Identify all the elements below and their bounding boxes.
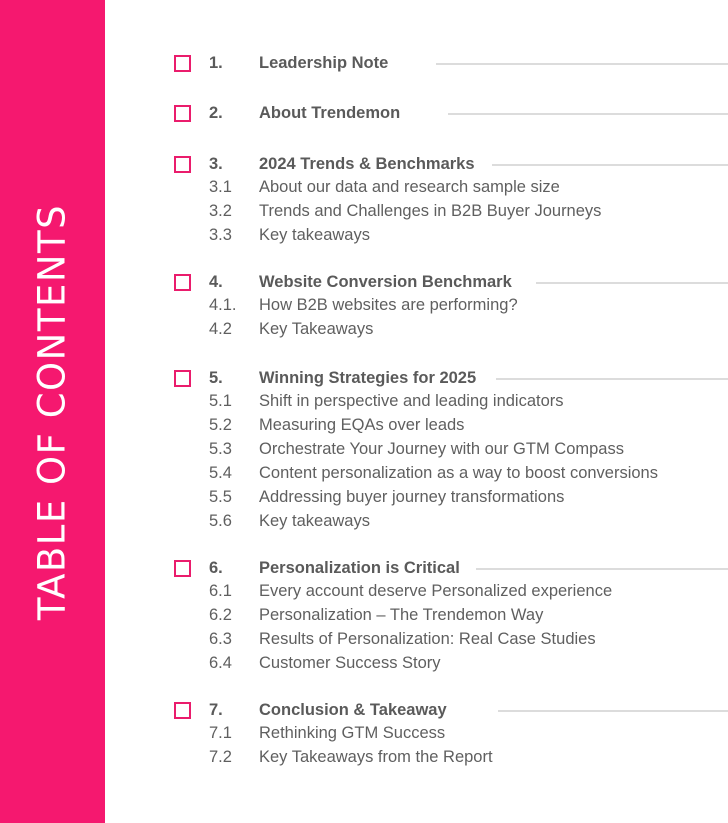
toc-section-heading[interactable] <box>0 52 728 76</box>
divider-line <box>496 378 728 380</box>
checkbox-square-icon[interactable] <box>174 370 191 387</box>
toc-subsection[interactable] <box>0 415 728 439</box>
toc-subsection[interactable] <box>0 605 728 629</box>
checkbox-square-icon[interactable] <box>174 105 191 122</box>
section-title[interactable]: Leadership Note <box>259 54 389 72</box>
section-number: 7. <box>209 701 223 719</box>
subsection-number: 5.3 <box>209 440 232 458</box>
toc-subsection[interactable] <box>0 653 728 677</box>
toc-section-5 <box>0 367 728 535</box>
section-number: 6. <box>209 559 223 577</box>
divider-line <box>448 113 728 115</box>
subsection-title[interactable]: Every account deserve Personalized experience <box>259 582 613 600</box>
toc-section-1 <box>0 52 728 76</box>
section-title[interactable]: Personalization is Critical <box>259 559 460 577</box>
subsection-title[interactable]: Shift in perspective and leading indicators <box>259 392 564 410</box>
toc-subsection[interactable] <box>0 511 728 535</box>
subsection-number: 7.1 <box>209 724 232 742</box>
subsection-title[interactable]: Customer Success Story <box>259 654 441 672</box>
subsection-number: 7.2 <box>209 748 232 766</box>
checkbox-square-icon[interactable] <box>174 156 191 173</box>
divider-line <box>436 63 728 65</box>
subsection-title[interactable]: Key Takeaways <box>259 320 374 338</box>
divider-line <box>498 710 728 712</box>
subsection-number: 4.1. <box>209 296 237 314</box>
subsection-title[interactable]: Content personalization as a way to boost conversions <box>259 464 658 482</box>
checkbox-square-icon[interactable] <box>174 560 191 577</box>
subsection-title[interactable]: Results of Personalization: Real Case Studies <box>259 630 596 648</box>
subsection-number: 3.1 <box>209 178 232 196</box>
subsection-title[interactable]: Measuring EQAs over leads <box>259 416 465 434</box>
subsection-number: 4.2 <box>209 320 232 338</box>
toc-section-heading[interactable] <box>0 557 728 581</box>
checkbox-square-icon[interactable] <box>174 274 191 291</box>
subsection-title[interactable]: Personalization – The Trendemon Way <box>259 606 544 624</box>
divider-line <box>476 568 728 570</box>
subsection-number: 6.1 <box>209 582 232 600</box>
subsection-number: 5.2 <box>209 416 232 434</box>
section-number: 4. <box>209 273 223 291</box>
toc-section-heading[interactable] <box>0 271 728 295</box>
toc-section-heading[interactable] <box>0 699 728 723</box>
toc-section-3 <box>0 153 728 249</box>
toc-subsection[interactable] <box>0 747 728 771</box>
subsection-number: 3.3 <box>209 226 232 244</box>
subsection-number: 6.4 <box>209 654 232 672</box>
section-number: 5. <box>209 369 223 387</box>
toc-subsection[interactable] <box>0 225 728 249</box>
subsection-title[interactable]: Trends and Challenges in B2B Buyer Journeys <box>259 202 602 220</box>
subsection-title[interactable]: Key Takeaways from the Report <box>259 748 493 766</box>
toc-section-heading[interactable] <box>0 102 728 126</box>
subsection-title[interactable]: Key takeaways <box>259 512 370 530</box>
toc-section-heading[interactable] <box>0 153 728 177</box>
toc-section-heading[interactable] <box>0 367 728 391</box>
subsection-title[interactable]: Addressing buyer journey transformations <box>259 488 565 506</box>
subsection-number: 5.6 <box>209 512 232 530</box>
section-number: 2. <box>209 104 223 122</box>
divider-line <box>492 164 728 166</box>
toc-section-6 <box>0 557 728 677</box>
toc-section-4 <box>0 271 728 343</box>
checkbox-square-icon[interactable] <box>174 55 191 72</box>
section-title[interactable]: Winning Strategies for 2025 <box>259 369 477 387</box>
toc-subsection[interactable] <box>0 201 728 225</box>
section-number: 3. <box>209 155 223 173</box>
subsection-number: 5.4 <box>209 464 232 482</box>
toc-heading: TABLE OF CONTENTS <box>30 203 74 621</box>
subsection-number: 5.1 <box>209 392 232 410</box>
toc-subsection[interactable] <box>0 487 728 511</box>
toc-subsection[interactable] <box>0 463 728 487</box>
toc-section-2 <box>0 102 728 126</box>
toc-subsection[interactable] <box>0 177 728 201</box>
toc-subsection[interactable] <box>0 629 728 653</box>
subsection-number: 6.2 <box>209 606 232 624</box>
section-number: 1. <box>209 54 223 72</box>
toc-subsection[interactable] <box>0 391 728 415</box>
section-title[interactable]: About Trendemon <box>259 104 401 122</box>
toc-subsection[interactable] <box>0 439 728 463</box>
subsection-title[interactable]: About our data and research sample size <box>259 178 560 196</box>
toc-subsection[interactable] <box>0 319 728 343</box>
toc-subsection[interactable] <box>0 581 728 605</box>
checkbox-square-icon[interactable] <box>174 702 191 719</box>
subsection-number: 3.2 <box>209 202 232 220</box>
toc-subsection[interactable] <box>0 723 728 747</box>
subsection-title[interactable]: How B2B websites are performing? <box>259 296 518 314</box>
divider-line <box>536 282 728 284</box>
subsection-number: 6.3 <box>209 630 232 648</box>
subsection-number: 5.5 <box>209 488 232 506</box>
toc-subsection[interactable] <box>0 295 728 319</box>
section-title[interactable]: 2024 Trends & Benchmarks <box>259 155 475 173</box>
subsection-title[interactable]: Key takeaways <box>259 226 370 244</box>
section-title[interactable]: Conclusion & Takeaway <box>259 701 447 719</box>
subsection-title[interactable]: Rethinking GTM Success <box>259 724 446 742</box>
section-title[interactable]: Website Conversion Benchmark <box>259 273 512 291</box>
subsection-title[interactable]: Orchestrate Your Journey with our GTM Compass <box>259 440 624 458</box>
toc-section-7 <box>0 699 728 771</box>
